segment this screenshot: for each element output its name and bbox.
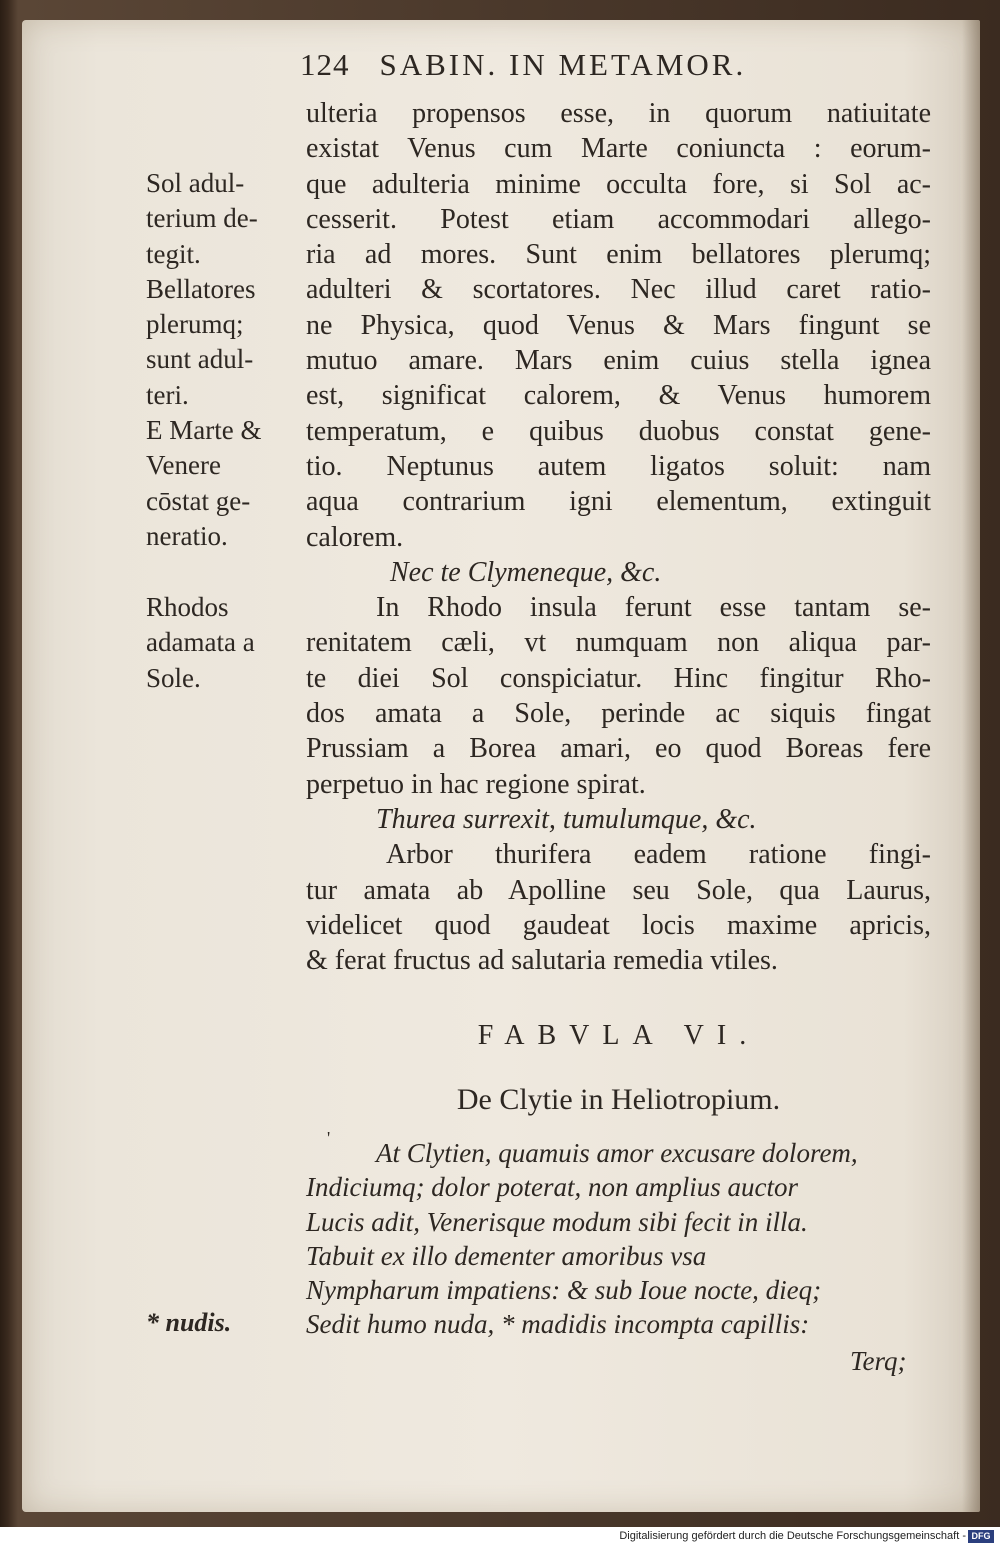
margin-note-line: Sole. (146, 662, 201, 693)
margin-note-line: adamata a (146, 627, 255, 658)
margin-note-line: Rhodos (146, 592, 229, 622)
margin-note-line: Sol adul- (146, 168, 245, 198)
text-line: Arbor thurifera eadem ratione fingi- (386, 839, 931, 871)
catchword: Terq; (850, 1346, 907, 1376)
text-line: dos amata a Sole, perinde ac siquis fingat (306, 698, 931, 730)
verse-line: Indiciumq; dolor poterat, non amplius auctor (306, 1172, 798, 1203)
main-text-block (306, 96, 931, 978)
text-line: mutuo amare. Mars enim cuius stella ignea (306, 345, 931, 377)
text-line: cesserit. Potest etiam accommodari allego- (306, 203, 931, 235)
text-line: tio. Neptunus autem ligatos soluit: nam (306, 450, 931, 482)
margin-notes (146, 166, 296, 554)
running-title: SABIN. IN METAMOR. (379, 47, 747, 82)
verse-marker: ' (327, 1128, 331, 1148)
margin-note-line: Bellatores (146, 273, 256, 304)
text-line: ulteria propensos esse, in quorum natiuitate (306, 98, 931, 129)
text-line: te diei Sol conspiciatur. Hinc fingitur Rho- (306, 662, 931, 694)
margin-note-line: teri. (146, 379, 189, 410)
text-line: est, significat calorem, & Venus humorem (306, 380, 931, 412)
digitization-credit: Digitalisierung gefördert durch die Deutsche Forschungsgemeinschaft - (619, 1530, 966, 1542)
lemma-heading: Thurea surrexit, tumulumque, &c. (376, 803, 757, 835)
margin-note-line: neratio. (146, 520, 228, 551)
fabula-subtitle: De Clytie in Heliotropium. (456, 1083, 781, 1116)
margin-note-line: sunt adul- (146, 344, 254, 375)
verse-line: Sedit humo nuda, * madidis incompta capillis: (306, 1309, 810, 1340)
text-line: In Rhodo insula ferunt esse tantam se- (376, 592, 931, 624)
margin-note-line: cōstat ge- (146, 485, 251, 516)
margin-note-line: Venere (146, 450, 221, 481)
verse-line: Nympharum impatiens: & sub Ioue nocte, dieq; (306, 1275, 822, 1306)
verse-line: At Clytien, quamuis amor excusare dolorem, (376, 1138, 858, 1168)
text-line: perpetuo in hac regione spirat. (306, 768, 646, 800)
lemma-heading: Nec te Clymeneque, &c. (390, 556, 662, 588)
verse-line: Tabuit ex illo dementer amoribus vsa (306, 1240, 707, 1271)
text-line: aqua contrarium igni elementum, extinguit (306, 486, 931, 518)
fabula-title: FABVLA VI. (477, 1020, 760, 1051)
verse-line: Lucis adit, Venerisque modum sibi fecit in illa. (306, 1206, 808, 1237)
margin-note-line: tegit. (146, 238, 201, 269)
page-gutter-shadow (962, 20, 980, 1512)
text-line: ne Physica, quod Venus & Mars fingunt se (306, 309, 931, 341)
margin-note-line: plerumq; (146, 309, 244, 340)
margin-note-line: terium de- (146, 203, 258, 234)
text-line: Prussiam a Borea amari, eo quod Boreas fere (306, 733, 931, 765)
page-number: 124 (300, 47, 350, 82)
text-line: ria ad mores. Sunt enim bellatores plerumq; (306, 239, 931, 271)
text-line: adulteri & scortatores. Nec illud caret ratio- (306, 274, 931, 306)
margin-note-line: E Marte & (146, 415, 262, 446)
side-note: * nudis. (146, 1308, 232, 1337)
margin-notes (146, 590, 296, 696)
text-line: existat Venus cum Marte coniuncta : eorum- (306, 133, 931, 165)
verse-block (306, 1136, 931, 1342)
text-line: temperatum, e quibus duobus constat gene- (306, 415, 931, 447)
text-line: & ferat fructus ad salutaria remedia vtiles. (306, 945, 778, 977)
text-line: calorem. (306, 521, 404, 553)
text-line: tur amata ab Apolline seu Sole, qua Laurus, (306, 874, 931, 906)
text-line: videlicet quod gaudeat locis maxime apricis, (306, 909, 931, 941)
text-line: que adulteria minime occulta fore, si Sol ac- (306, 168, 931, 200)
dfg-logo: DFG (968, 1530, 994, 1543)
text-line: renitatem cæli, vt numquam non aliqua par- (306, 627, 931, 659)
running-header (300, 47, 920, 87)
